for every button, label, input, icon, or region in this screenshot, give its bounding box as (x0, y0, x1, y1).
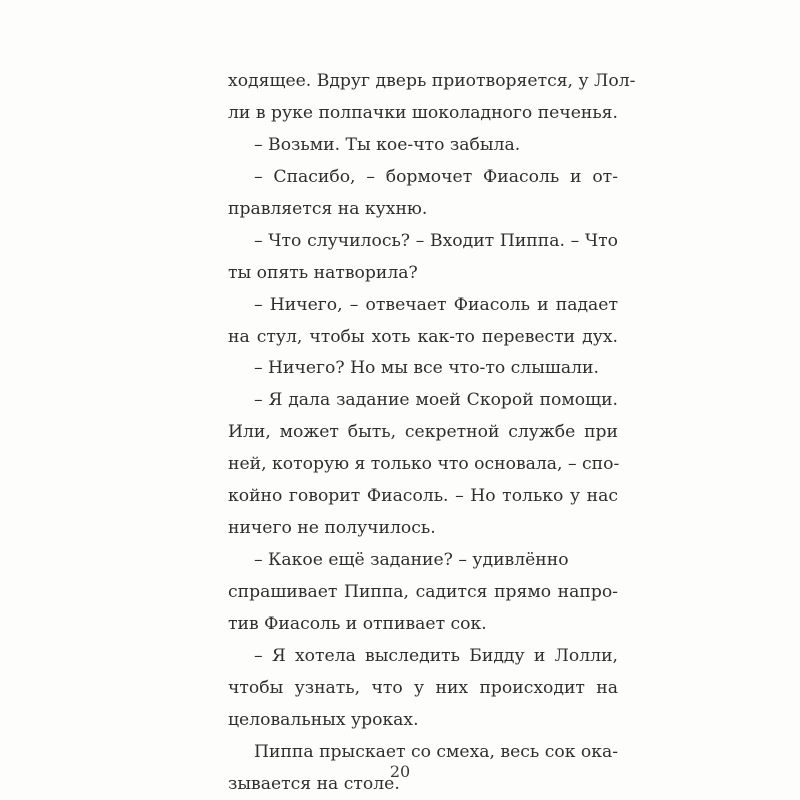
text-line: зывается на столе. (228, 773, 400, 794)
text-line: – Я хотела выследить Бидду и Лолли, (254, 645, 618, 666)
text-line: – Спасибо, – бормочет Фиасоль и от- (254, 166, 618, 187)
text-line: чтобы узнать, что у них происходит на (228, 677, 618, 698)
text-line: Или, может быть, секретной службе при (228, 422, 618, 443)
text-line: на стул, чтобы хоть как-то перевести дух. (228, 326, 618, 347)
text-line: – Что случилось? – Входит Пиппа. – Что (254, 230, 618, 251)
body-text (228, 66, 636, 800)
text-line: ли в руке полпачки шоколадного печенья. (228, 102, 618, 123)
text-line: – Я дала задание моей Скорой помощи. (254, 390, 618, 411)
text-line: ней, которую я только что основала, – спо- (228, 454, 620, 475)
text-line: целовальных уроках. (228, 709, 419, 730)
text-line: ничего не получилось. (228, 518, 436, 539)
page-number: 20 (389, 762, 411, 781)
text-line: – Какое ещё задание? – удивлённо (254, 550, 569, 571)
text-line: ты опять натворила? (228, 262, 418, 283)
text-line: – Ничего, – отвечает Фиасоль и падает (254, 294, 618, 315)
text-line: спрашивает Пиппа, садится прямо напро- (228, 582, 618, 602)
text-line: Пиппа прыскает со смеха, весь сок ока- (254, 741, 619, 762)
text-line: ходящее. Вдруг дверь приотворяется, у Лол- (228, 71, 636, 91)
text-line: койно говорит Фиасоль. – Но только у нас (228, 486, 618, 507)
text-line: – Ничего? Но мы все что-то слышали. (254, 358, 599, 379)
text-line: тив Фиасоль и отпивает сок. (228, 613, 487, 634)
text-line: – Возьми. Ты кое-что забыла. (254, 134, 521, 155)
text-line: правляется на кухню. (228, 198, 428, 219)
